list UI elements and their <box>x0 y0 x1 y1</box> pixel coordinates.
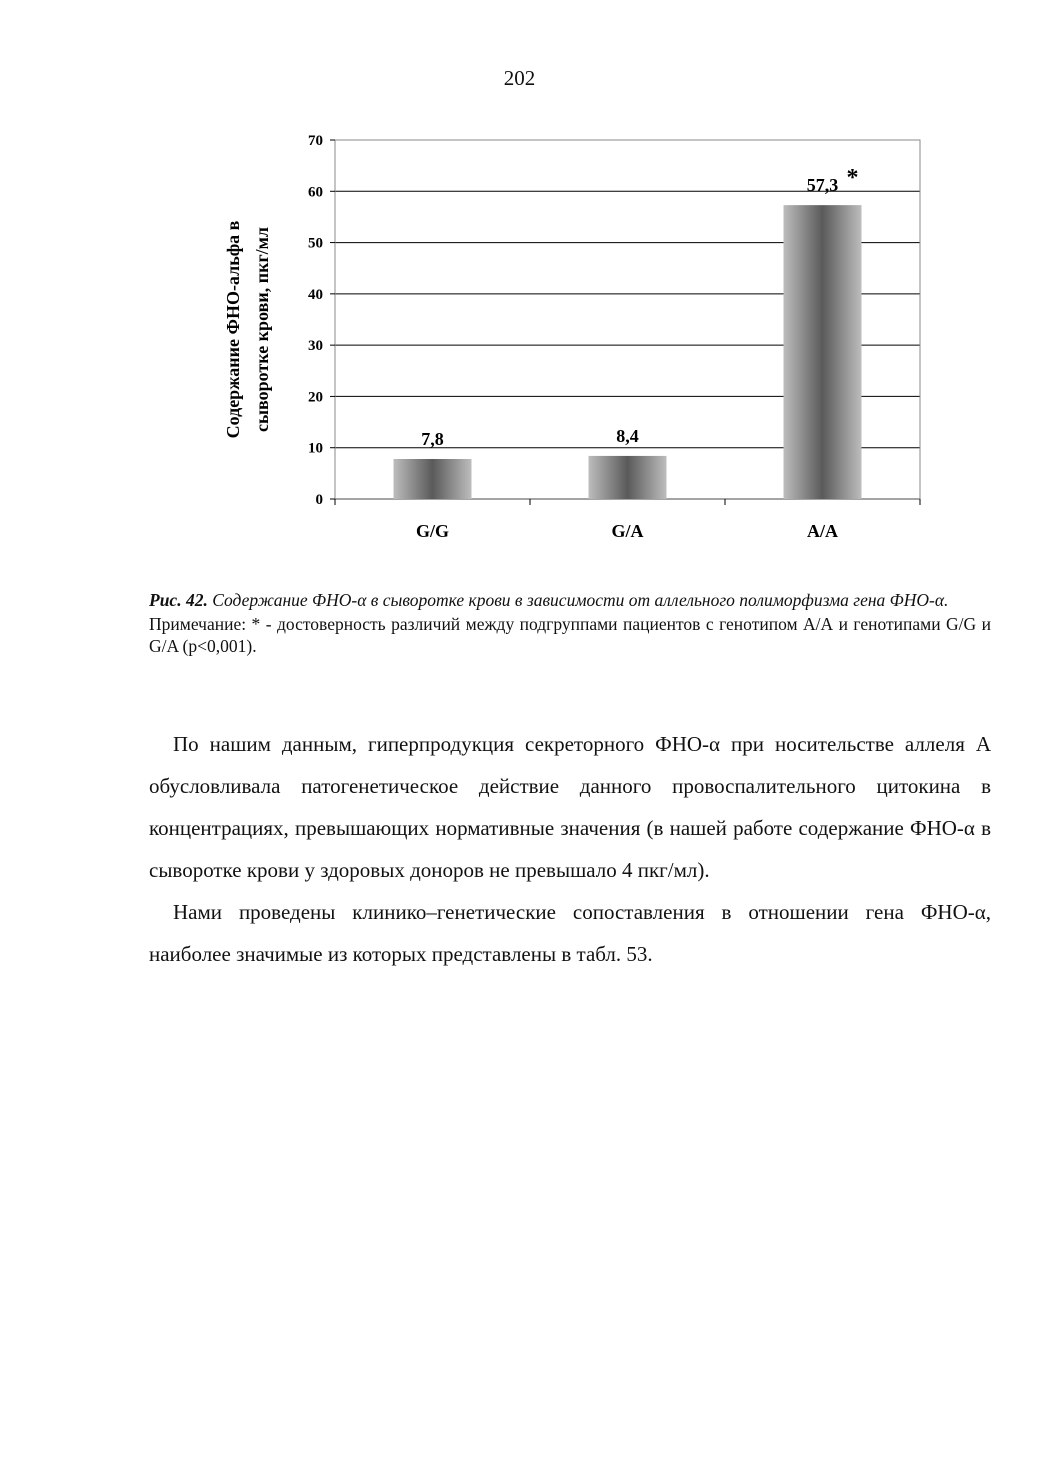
y-tick-label: 40 <box>308 286 323 303</box>
x-tick-label: G/A <box>611 521 644 541</box>
y-tick-label: 20 <box>308 389 323 406</box>
bar-value-label: 57,3 <box>806 175 839 196</box>
y-tick-label: 30 <box>308 338 323 355</box>
y-axis-ticks <box>308 133 335 508</box>
significance-mark: * <box>846 165 859 192</box>
x-tick-label: A/A <box>807 521 838 541</box>
paragraph: Нами проведены клинико–генетические сопоставления в отношении гена ФНО-α, наиболее значимые из которых представлены в табл. 53. <box>149 900 991 966</box>
figure-caption-text: Содержание ФНО-α в сыворотке крови в зависимости от аллельного полиморфизма гена ФНО-α. <box>212 590 949 610</box>
x-axis-ticks <box>335 499 920 541</box>
y-tick-label: 50 <box>308 235 323 252</box>
bar <box>394 459 472 499</box>
figure-title <box>149 589 991 611</box>
y-axis-label-line: Содержание ФНО-альфа в <box>223 220 243 439</box>
body-text <box>149 723 991 975</box>
y-tick-label: 60 <box>308 184 323 201</box>
y-axis-label-line: сыворотке крови, пкг/мл <box>252 227 272 432</box>
figure-note: Примечание: * - достоверность различий между подгруппами пациентов с генотипом А/А и генотипами G/G и G/A (p<0,001). <box>149 614 991 656</box>
y-axis-label <box>223 220 272 438</box>
page-number: 202 <box>503 66 536 90</box>
bar <box>589 456 667 499</box>
figure-label: Рис. 42. <box>149 590 208 610</box>
bar <box>784 205 862 499</box>
bar-value-label: 8,4 <box>616 425 639 446</box>
chart-svg <box>215 128 935 548</box>
y-tick-label: 70 <box>308 133 323 149</box>
bar-value-label: 7,8 <box>421 428 444 449</box>
x-tick-label: G/G <box>415 521 450 541</box>
paragraph: По нашим данным, гиперпродукция секреторного ФНО-α при носительстве аллеля А обусловливала патогенетическое действие данного провоспалительного цитокина в концентрациях, превышающих нормативные значения (в нашей работе содержание ФНО-α в сыворотке крови у здоровых доноров не превышало 4 пкг/мл). <box>149 732 991 882</box>
y-tick-label: 10 <box>308 440 323 457</box>
chart-bars <box>394 205 862 499</box>
figure-caption <box>149 589 991 657</box>
y-tick-label: 0 <box>315 492 323 508</box>
bar-chart <box>215 128 935 548</box>
